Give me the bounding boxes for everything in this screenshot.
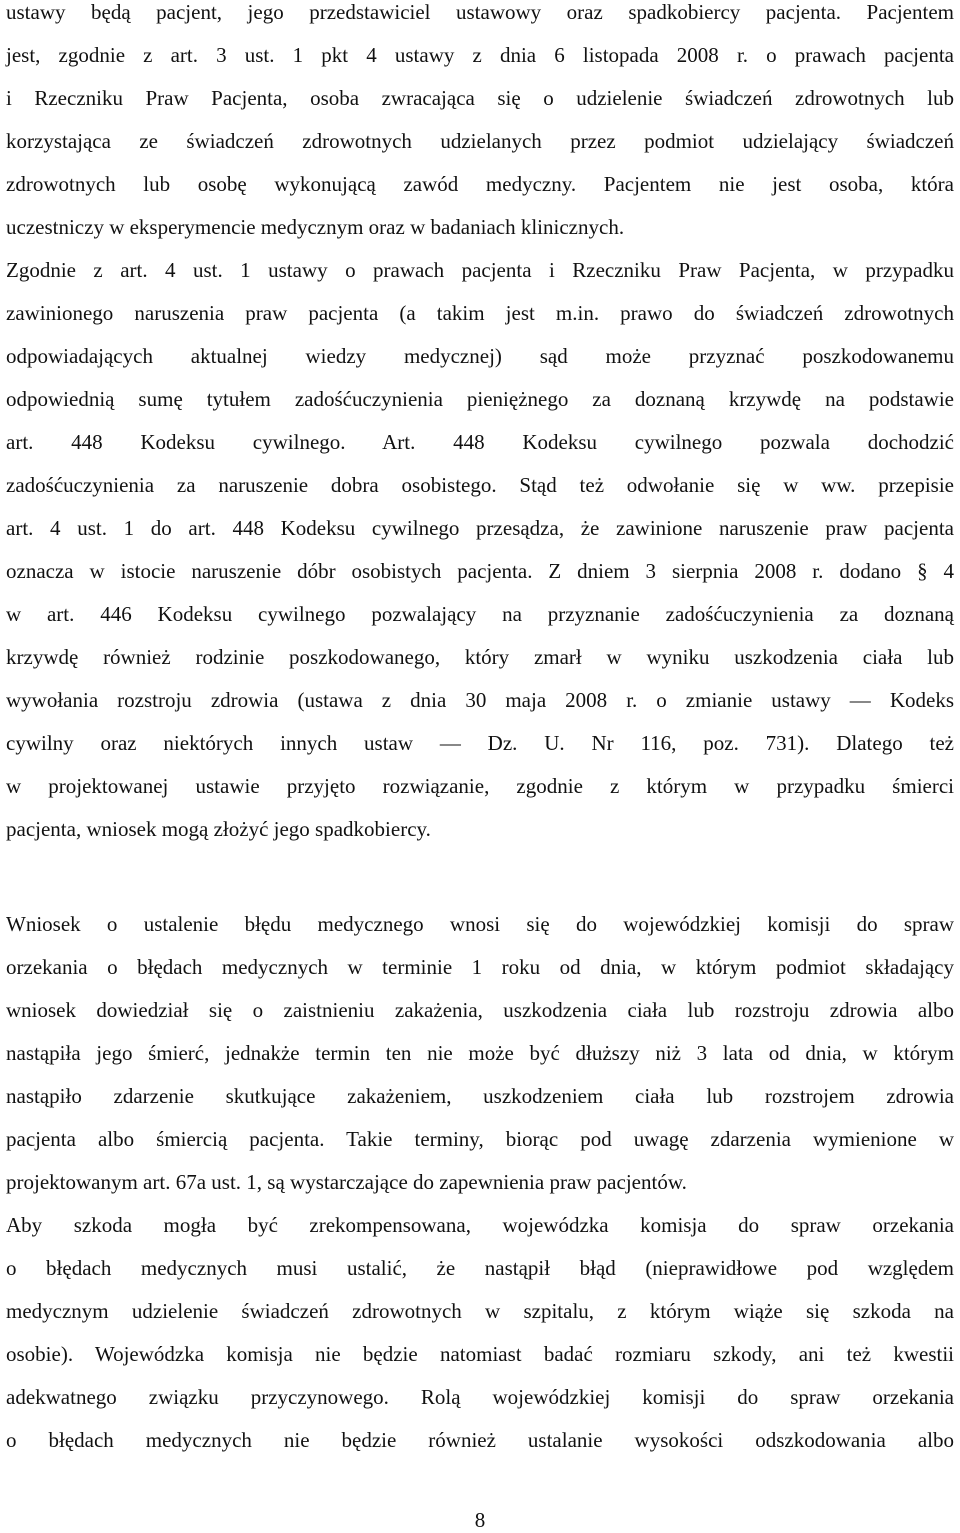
text-line: projektowanym art. 67a ust. 1, są wystarczające do zapewnienia praw pacjentów.	[6, 1170, 687, 1194]
text-line: pacjenta, wniosek mogą złożyć jego spadkobiercy.	[6, 817, 431, 841]
page-number: 8	[474, 1508, 486, 1532]
text-line: jest, zgodnie z art. 3 ust. 1 pkt 4 ustawy z dnia 6 listopada 2008 r. o prawach pacjenta	[6, 43, 954, 67]
text-line: odpowiadających aktualnej wiedzy medycznej) sąd może przyznać poszkodowanemu	[6, 344, 954, 368]
text-line: adekwatnego związku przyczynowego. Rolą wojewódzkiej komisji do spraw orzekania	[6, 1385, 954, 1409]
text-line: nastąpiła jego śmierć, jednakże termin ten nie może być dłuższy niż 3 lata od dnia, w którym	[6, 1041, 954, 1065]
text-line: orzekania o błędach medycznych w terminie 1 roku od dnia, w którym podmiot składający	[6, 955, 954, 979]
text-line: nastąpiło zdarzenie skutkujące zakażeniem, uszkodzeniem ciała lub rozstrojem zdrowia	[6, 1084, 954, 1108]
text-line: zdrowotnych lub osobę wykonującą zawód medyczny. Pacjentem nie jest osoba, która	[6, 172, 954, 196]
text-line: w projektowanej ustawie przyjęto rozwiązanie, zgodnie z którym w przypadku śmierci	[6, 774, 954, 798]
text-line: cywilny oraz niektórych innych ustaw — Dz. U. Nr 116, poz. 731). Dlatego też	[6, 731, 954, 755]
text-line: wywołania rozstroju zdrowia (ustawa z dnia 30 maja 2008 r. o zmianie ustawy — Kodeks	[6, 688, 954, 712]
text-line: Wniosek o ustalenie błędu medycznego wnosi się do wojewódzkiej komisji do spraw	[6, 912, 954, 936]
text-line: o błędach medycznych nie będzie również ustalanie wysokości odszkodowania albo	[6, 1428, 954, 1452]
text-line: Zgodnie z art. 4 ust. 1 ustawy o prawach pacjenta i Rzeczniku Praw Pacjenta, w przypadku	[6, 258, 954, 282]
text-line: pacjenta albo śmiercią pacjenta. Takie terminy, biorąc pod uwagę zdarzenia wymienione w	[6, 1127, 954, 1151]
text-line: ustawy będą pacjent, jego przedstawiciel ustawowy oraz spadkobiercy pacjenta. Pacjentem	[6, 0, 954, 24]
text-line: Aby szkoda mogła być zrekompensowana, wojewódzka komisja do spraw orzekania	[6, 1213, 954, 1237]
text-line: medycznym udzielenie świadczeń zdrowotnych w szpitalu, z którym wiąże się szkoda na	[6, 1299, 954, 1323]
text-line: w art. 446 Kodeksu cywilnego pozwalający na przyznanie zadośćuczynienia za doznaną	[6, 602, 954, 626]
text-line: wniosek dowiedział się o zaistnieniu zakażenia, uszkodzenia ciała lub rozstroju zdrowia albo	[6, 998, 954, 1022]
text-line: odpowiednią sumę tytułem zadośćuczynienia pieniężnego za doznaną krzywdę na podstawie	[6, 387, 954, 411]
text-line: art. 448 Kodeksu cywilnego. Art. 448 Kodeksu cywilnego pozwala dochodzić	[6, 430, 954, 454]
text-line: zawinionego naruszenia praw pacjenta (a takim jest m.in. prawo do świadczeń zdrowotnych	[6, 301, 954, 325]
text-line: krzywdę również rodzinie poszkodowanego, który zmarł w wyniku uszkodzenia ciała lub	[6, 645, 954, 669]
text-line: oznacza w istocie naruszenie dóbr osobistych pacjenta. Z dniem 3 sierpnia 2008 r. dodano § 4	[6, 559, 954, 583]
text-line: zadośćuczynienia za naruszenie dobra osobistego. Stąd też odwołanie się w ww. przepisie	[6, 473, 954, 497]
text-line: uczestniczy w eksperymencie medycznym oraz w badaniach klinicznych.	[6, 215, 625, 239]
text-line: o błędach medycznych musi ustalić, że nastąpił błąd (nieprawidłowe pod względem	[6, 1256, 954, 1280]
text-line: korzystająca ze świadczeń zdrowotnych udzielanych przez podmiot udzielający świadczeń	[6, 129, 954, 153]
text-line: i Rzeczniku Praw Pacjenta, osoba zwracająca się o udzielenie świadczeń zdrowotnych lub	[6, 86, 954, 110]
text-line: osobie). Wojewódzka komisja nie będzie natomiast badać rozmiaru szkody, ani też kwestii	[6, 1342, 954, 1366]
text-line: art. 4 ust. 1 do art. 448 Kodeksu cywilnego przesądza, że zawinione naruszenie praw pacjenta	[6, 516, 954, 540]
document-page	[6, 0, 954, 1533]
